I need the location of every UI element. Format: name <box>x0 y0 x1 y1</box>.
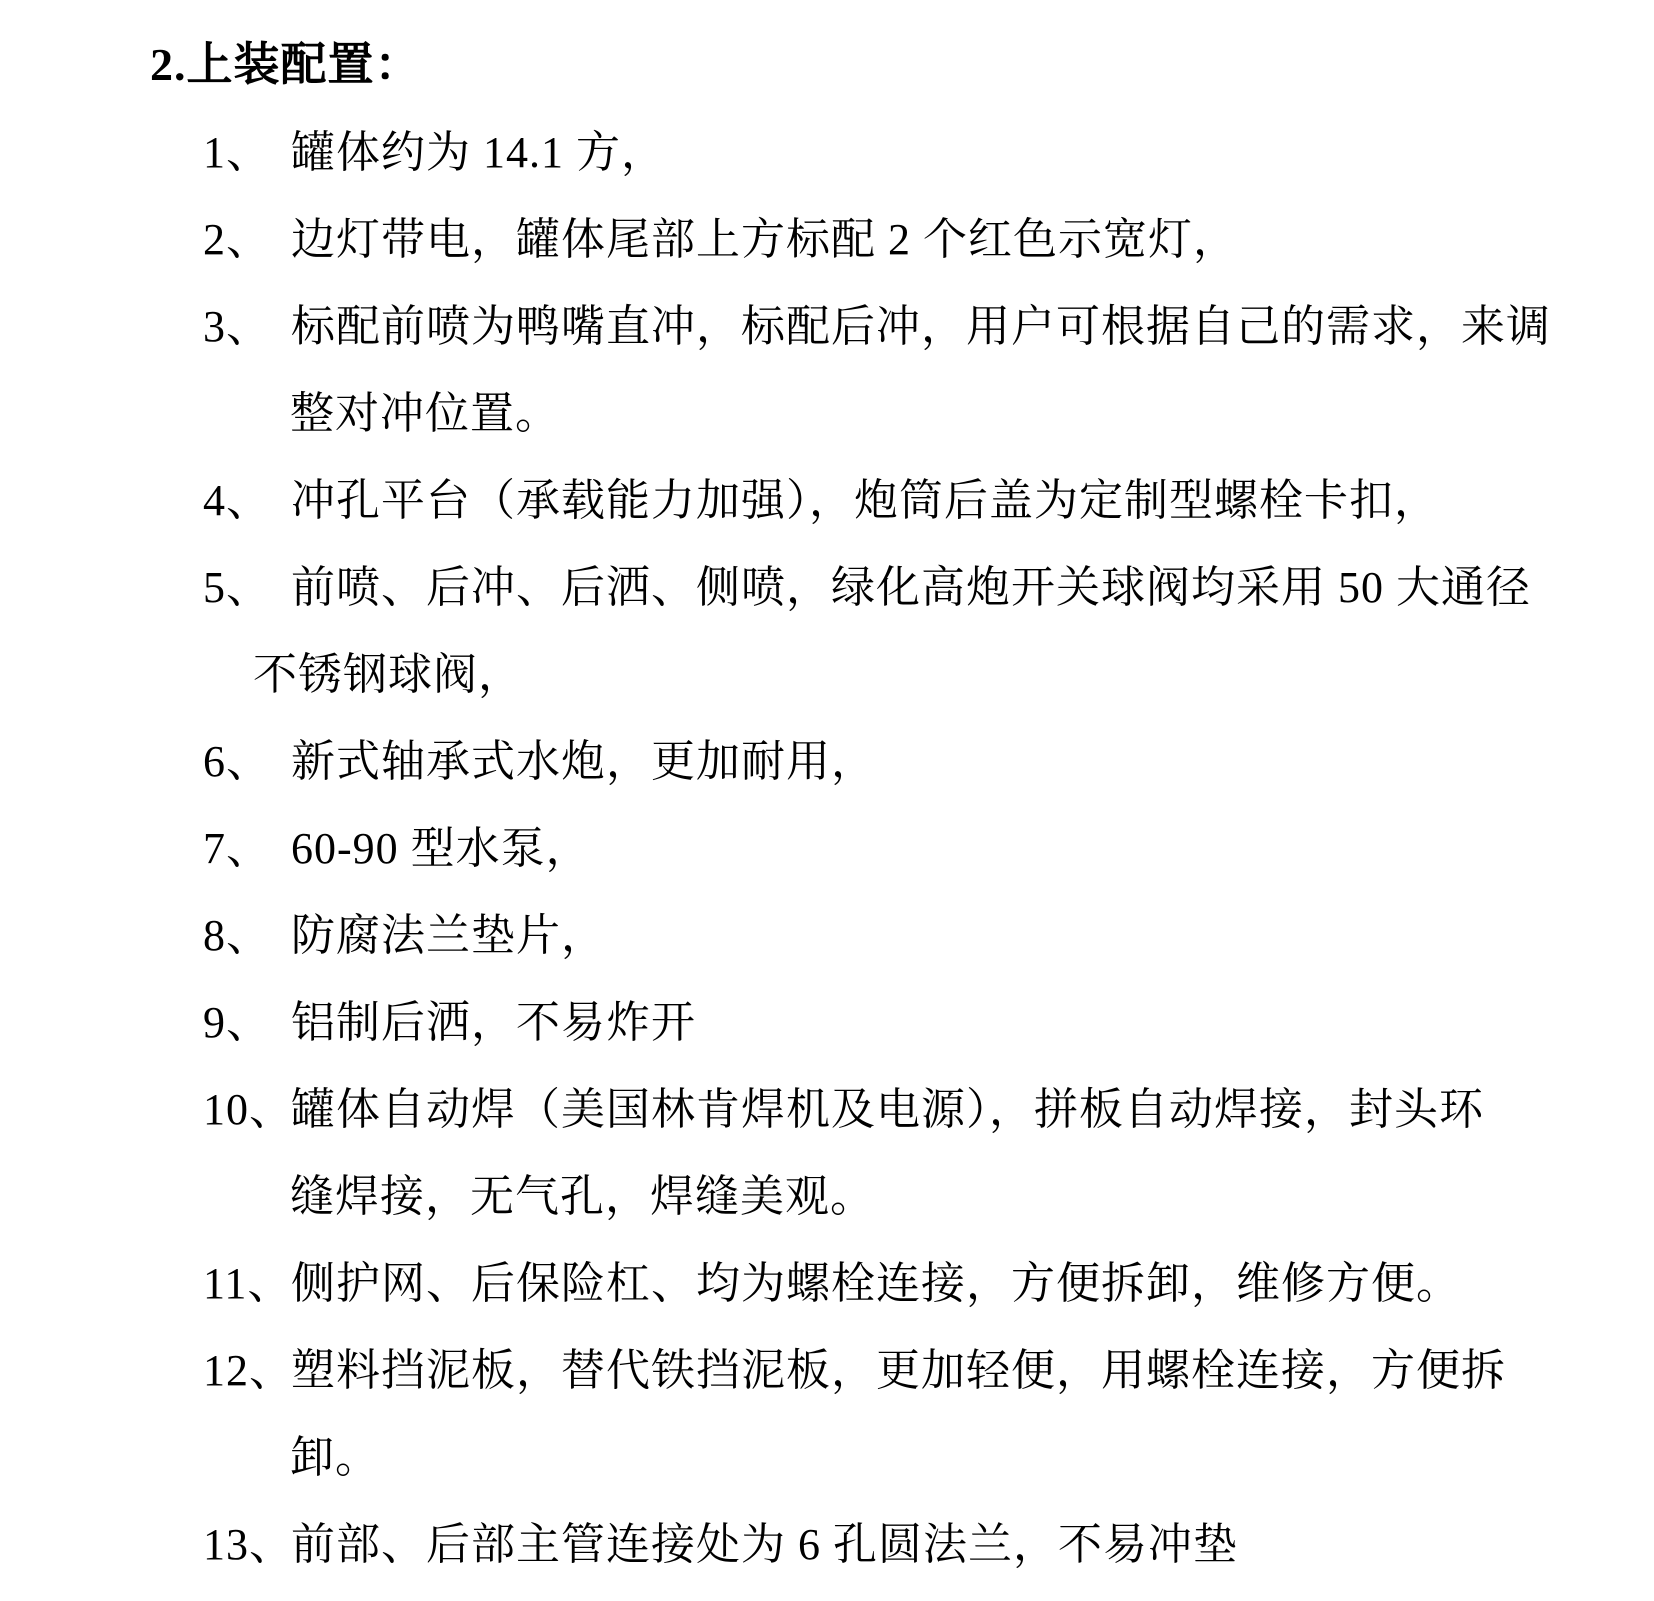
item-number: 2、 <box>203 214 271 264</box>
list-item <box>0 713 1654 800</box>
item-number: 4、 <box>203 475 271 525</box>
item-text: 前部、后部主管连接处为 6 孔圆法兰，不易冲垫 <box>291 1519 1238 1569</box>
section-heading: 2.上装配置： <box>150 38 422 90</box>
item-number: 6、 <box>203 736 271 786</box>
list-item-continuation: 卸。 <box>290 1432 380 1482</box>
list-item <box>0 1322 1654 1409</box>
item-number: 7、 <box>203 823 271 873</box>
item-text: 边灯带电，罐体尾部上方标配 2 个红色示宽灯， <box>291 214 1238 264</box>
item-text: 冲孔平台（承载能力加强），炮筒后盖为定制型螺栓卡扣， <box>291 475 1439 525</box>
item-text: 防腐法兰垫片， <box>291 910 606 960</box>
item-text: 60-90 型水泵， <box>291 823 591 873</box>
list-item <box>0 1061 1654 1148</box>
item-number: 5、 <box>203 562 271 612</box>
item-number: 10、 <box>203 1084 294 1134</box>
item-text: 新式轴承式水炮，更加耐用， <box>291 736 876 786</box>
item-number: 3、 <box>203 301 271 351</box>
list-item <box>0 800 1654 887</box>
item-text: 罐体自动焊（美国林肯焊机及电源），拼板自动焊接，封头环 <box>291 1084 1484 1134</box>
item-number: 13、 <box>203 1519 294 1569</box>
item-number: 11、 <box>203 1258 293 1308</box>
item-text: 铝制后洒，不易炸开 <box>291 997 696 1047</box>
list-item <box>0 539 1654 626</box>
list-item <box>0 191 1654 278</box>
list-item <box>0 887 1654 974</box>
list-item <box>0 974 1654 1061</box>
item-number: 12、 <box>203 1345 294 1395</box>
item-number: 8、 <box>203 910 271 960</box>
list-item <box>0 278 1654 365</box>
list-item <box>0 104 1654 191</box>
item-text: 塑料挡泥板，替代铁挡泥板，更加轻便，用螺栓连接，方便拆 <box>291 1345 1506 1395</box>
item-number: 9、 <box>203 997 271 1047</box>
list-item-continuation: 整对冲位置。 <box>290 388 560 438</box>
list-item-continuation: 不锈钢球阀， <box>253 649 523 699</box>
config-list <box>0 104 1654 1583</box>
list-item <box>0 1235 1654 1322</box>
list-item-continuation: 缝焊接，无气孔，焊缝美观。 <box>290 1171 875 1221</box>
item-text: 标配前喷为鸭嘴直冲，标配后冲，用户可根据自己的需求，来调 <box>291 301 1551 351</box>
item-text: 前喷、后冲、后洒、侧喷，绿化高炮开关球阀均采用 50 大通径 <box>291 562 1531 612</box>
list-item <box>0 1496 1654 1583</box>
list-item <box>0 452 1654 539</box>
item-text: 罐体约为 14.1 方， <box>291 127 666 177</box>
item-number: 1、 <box>203 127 271 177</box>
item-text: 侧护网、后保险杠、均为螺栓连接，方便拆卸，维修方便。 <box>291 1258 1461 1308</box>
